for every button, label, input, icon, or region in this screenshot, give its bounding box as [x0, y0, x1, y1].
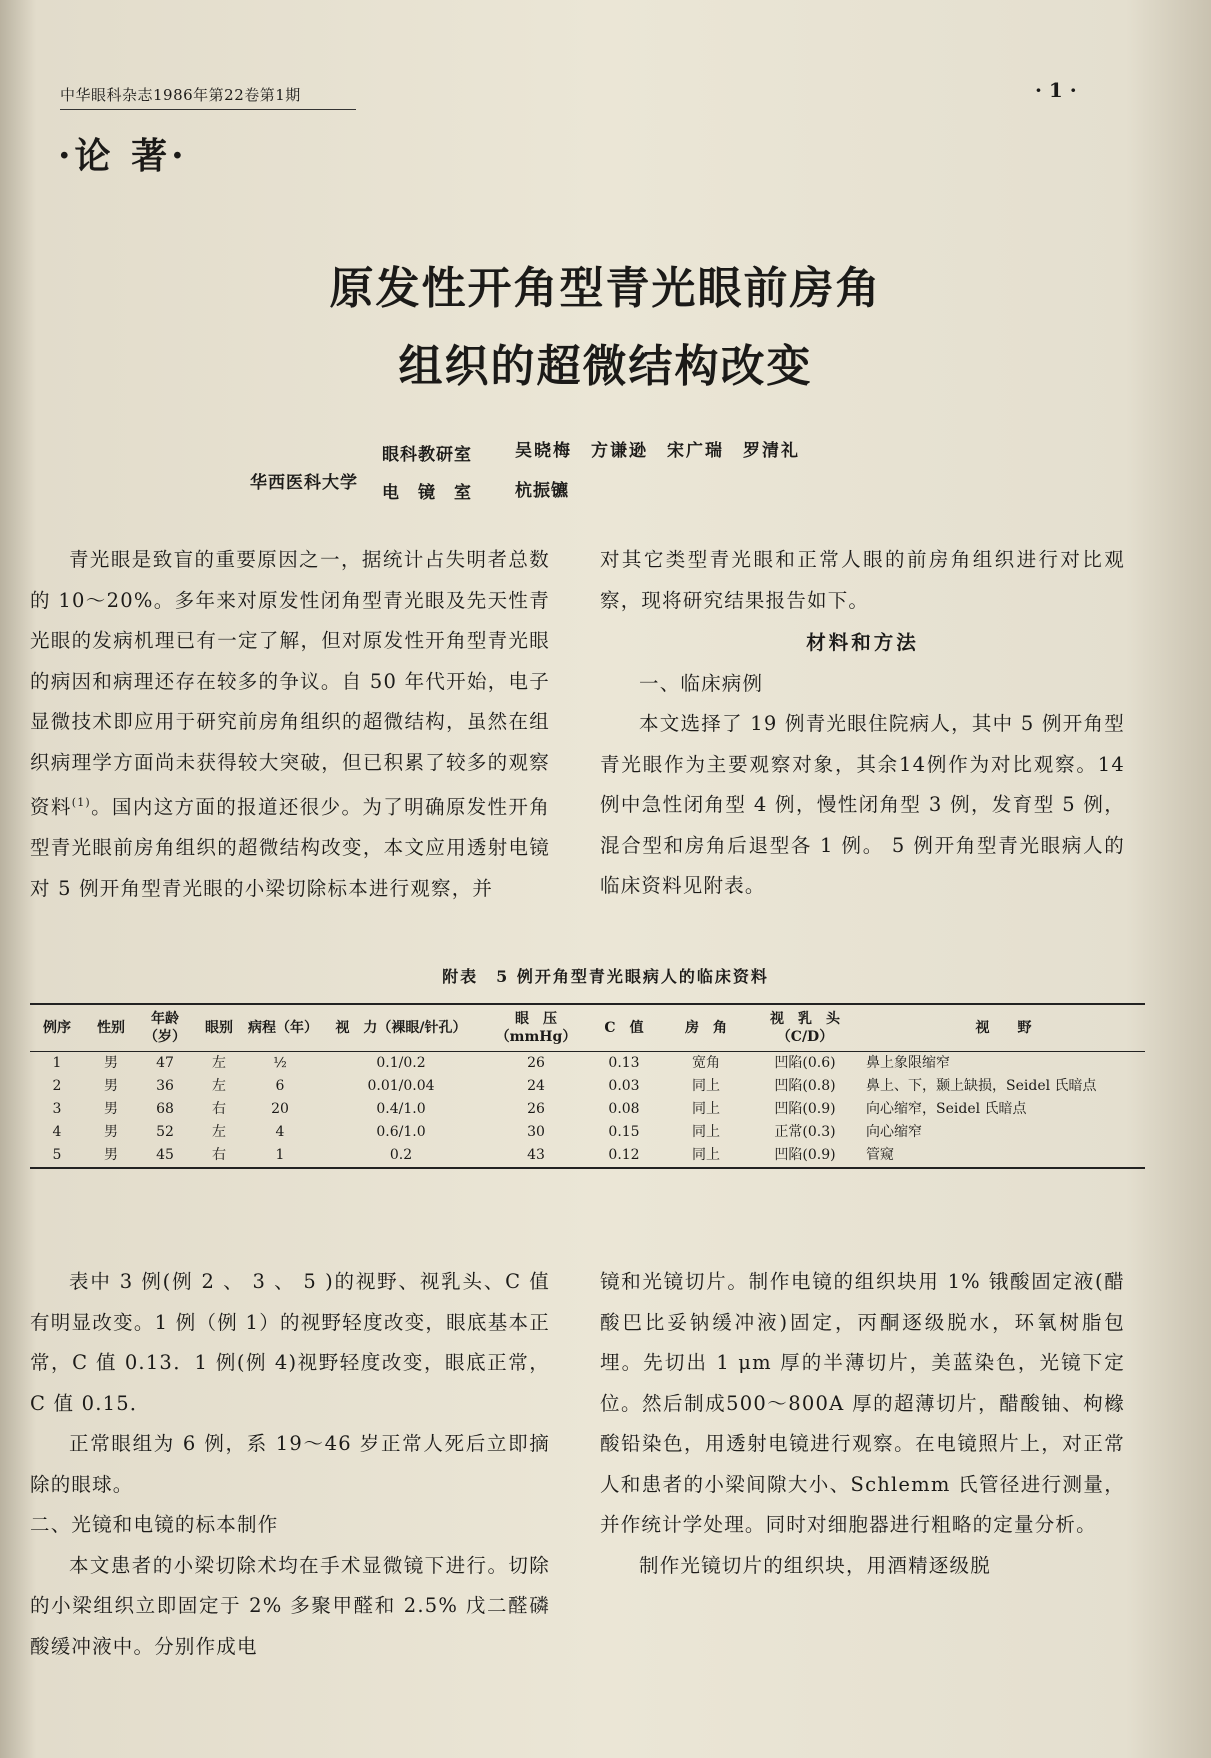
table-header-cell: 病程（年）	[246, 1004, 314, 1052]
table-cell: 47	[156, 1055, 174, 1071]
table-cell: 左	[212, 1078, 226, 1094]
table-cell: 0.2	[314, 1144, 488, 1168]
table-cell: 0.15	[608, 1124, 640, 1140]
specimen-paragraph: 本文患者的小梁切除术均在手术显微镜下进行。切除的小梁组织立即固定于 2% 多聚甲醛和 2.5% 戊二醛磷酸缓冲液中。分别作成电	[30, 1553, 550, 1658]
section-label: ·论 著·	[58, 135, 188, 177]
table-cell: 男	[104, 1055, 118, 1071]
lm-preparation-paragraph: 制作光镜切片的组织块，用酒精逐级脱	[639, 1553, 991, 1577]
results-paragraph: 表中 3 例(例 2 、 3 、 5 )的视野、视乳头、C 值有明显改变。1 例（例 1）的视野轻度改变，眼底基本正常，C 值 0.13．1 例(例 4)视野轻度改变，眼底正常，C 值 0.15．	[30, 1270, 550, 1415]
article-title-line-2: 组织的超微结构改变	[398, 341, 813, 392]
clinical-cases-paragraph: 本文选择了 19 例青光眼住院病人，其中 5 例开角型青光眼作为主要观察对象，其余14例作为对比观察。14例中急性闭角型 4 例，慢性闭角型 3 例，发育型 5 例，混合型和房角后退型各 1 例。 5 例开角型青光眼病人的临床资料见附表。	[600, 712, 1125, 897]
table-cell: 凹陷(0.9)	[748, 1144, 862, 1168]
table-cell: 男	[84, 1144, 138, 1168]
table-cell: 4	[52, 1124, 62, 1140]
table-cell: 26	[527, 1101, 545, 1117]
table-cell: 凹陷(0.6)	[774, 1055, 836, 1071]
table-row	[30, 1121, 1145, 1144]
table-cell: 20	[271, 1101, 289, 1117]
table-cell: 鼻上、下，颞上缺损，Seidel 氏暗点	[866, 1078, 1097, 1094]
table-cell: 68	[156, 1101, 174, 1117]
table-header-row	[30, 1004, 1145, 1052]
citation-1: (1)	[71, 796, 91, 809]
table-row	[30, 1075, 1145, 1098]
table-cell: 1	[246, 1144, 314, 1168]
clinical-data-table	[30, 1003, 1145, 1169]
normal-eye-paragraph: 正常眼组为 6 例，系 19～46 岁正常人死后立即摘除的眼球。	[30, 1432, 550, 1496]
specimen-subheading: 二、光镜和电镜的标本制作	[30, 1513, 279, 1536]
table-cell: 向心缩窄	[866, 1124, 922, 1140]
table-cell: 26	[527, 1055, 545, 1071]
table-cell: 0.08	[608, 1101, 640, 1117]
table-cell: 同上	[692, 1078, 720, 1094]
table-cell: 正常(0.3)	[774, 1124, 836, 1140]
table-cell: 24	[527, 1078, 545, 1094]
author-names-2: 杭振镳	[515, 481, 569, 501]
table-cell: 6	[275, 1078, 285, 1094]
table-cell: 男	[104, 1124, 118, 1140]
intro-text-part-1: 青光眼是致盲的重要原因之一，据统计占失明者总数的 10～20%。多年来对原发性闭角型青光眼及先天性青光眼的发病机理已有一定了解，但对原发性开角型青光眼的病因和病理还存在较多的争议。自 50 年代开始，电子显微技术即应用于研究前房角组织的超微结构，虽然在组织病理学方面尚未获得较大突破，但已积累了较多的观察资料	[30, 548, 550, 819]
table-cell: 右	[192, 1144, 246, 1168]
table-row	[30, 1052, 1145, 1076]
table-cell: 3	[52, 1101, 62, 1117]
table-cell: 36	[156, 1078, 174, 1094]
intro-text-part-2: 。国内这方面的报道还很少。为了明确原发性开角型青光眼前房角组织的超微结构改变，本文应用透射电镜对 5 例开角型青光眼的小梁切除标本进行观察，并	[30, 795, 550, 900]
journal-header: 中华眼科杂志1986年第22卷第1期	[60, 84, 356, 110]
clinical-cases-subheading: 一、临床病例	[639, 671, 764, 695]
table-header-cell: 年龄（岁）	[138, 1004, 192, 1052]
table-cell: 0.4/1.0	[376, 1101, 426, 1117]
table-header-cell: 例序	[30, 1004, 84, 1052]
article-title-line-1: 原发性开角型青光眼前房角	[329, 263, 882, 314]
page-number: · 1 ·	[1035, 78, 1077, 102]
table-cell: 男	[104, 1101, 118, 1117]
table-cell: 4	[275, 1124, 285, 1140]
table-cell: ½	[273, 1055, 287, 1071]
table-cell: 0.03	[608, 1078, 640, 1094]
author-institution: 华西医科大学	[250, 473, 358, 493]
table-cell: 左	[212, 1124, 226, 1140]
table-header-cell: 眼 压（mmHg）	[488, 1004, 584, 1052]
table-cell: 43	[488, 1144, 584, 1168]
table-cell: 右	[212, 1101, 226, 1117]
table-cell: 5	[30, 1144, 84, 1168]
table-cell: 0.12	[584, 1144, 664, 1168]
table-cell: 2	[52, 1078, 62, 1094]
intro-paragraph-left	[30, 540, 550, 909]
table-cell: 同上	[664, 1144, 748, 1168]
author-names-1: 吴晓梅 方谦逊 宋广瑞 罗清礼	[515, 441, 800, 461]
author-department-1: 眼科教研室	[382, 445, 472, 465]
table-cell: 同上	[692, 1124, 720, 1140]
author-department-2: 电 镜 室	[382, 483, 472, 503]
table-cell: 0.1/0.2	[376, 1055, 426, 1071]
em-preparation-paragraph: 镜和光镜切片。制作电镜的组织块用 1% 锇酸固定液(醋酸巴比妥钠缓冲液)固定，丙酮逐级脱水，环氧树脂包埋。先切出 1 μm 厚的半薄切片，美蓝染色，光镜下定位。然后制成500～800A 厚的超薄切片，醋酸铀、枸橼酸铅染色，用透射电镜进行观察。在电镜照片上，对正常人和患者的小梁间隙大小、Schlemm 氏管径进行测量，并作统计学处理。同时对细胞器进行粗略的定量分析。	[600, 1270, 1125, 1536]
right-column-top	[600, 540, 1125, 907]
right-column-bottom	[600, 1262, 1125, 1586]
table-header-cell: 视 乳 头（C/D）	[748, 1004, 862, 1052]
left-column-bottom	[30, 1262, 550, 1667]
intro-paragraph-right: 对其它类型青光眼和正常人眼的前房角组织进行对比观察，现将研究结果报告如下。	[600, 548, 1125, 612]
table-header-cell: 性别	[84, 1004, 138, 1052]
table-row	[30, 1144, 1145, 1168]
table-header-cell: C 值	[584, 1004, 664, 1052]
table-cell: 52	[156, 1124, 174, 1140]
table-header-cell: 视 力（裸眼/针孔）	[314, 1004, 488, 1052]
table-cell: 凹陷(0.9)	[774, 1101, 836, 1117]
table-cell: 宽角	[692, 1055, 720, 1071]
table-cell: 管窥	[862, 1144, 1145, 1168]
table-cell: 同上	[692, 1101, 720, 1117]
table-cell: 0.01/0.04	[367, 1078, 435, 1094]
table-row	[30, 1098, 1145, 1121]
table-header-cell: 眼别	[192, 1004, 246, 1052]
table-cell: 鼻上象限缩窄	[866, 1055, 950, 1071]
table-caption: 附表 5 例开角型青光眼病人的临床资料	[442, 967, 769, 986]
table-cell: 1	[52, 1055, 62, 1071]
table-cell: 向心缩窄，Seidel 氏暗点	[866, 1101, 1027, 1117]
table-header-cell: 视 野	[862, 1004, 1145, 1052]
table-cell: 凹陷(0.8)	[774, 1078, 836, 1094]
table-cell: 男	[104, 1078, 118, 1094]
table-cell: 0.6/1.0	[376, 1124, 426, 1140]
table-cell: 0.13	[608, 1055, 640, 1071]
table-cell: 45	[138, 1144, 192, 1168]
table-cell: 左	[212, 1055, 226, 1071]
methods-heading: 材料和方法	[806, 631, 919, 654]
table-header-cell: 房 角	[664, 1004, 748, 1052]
table-cell: 30	[527, 1124, 545, 1140]
